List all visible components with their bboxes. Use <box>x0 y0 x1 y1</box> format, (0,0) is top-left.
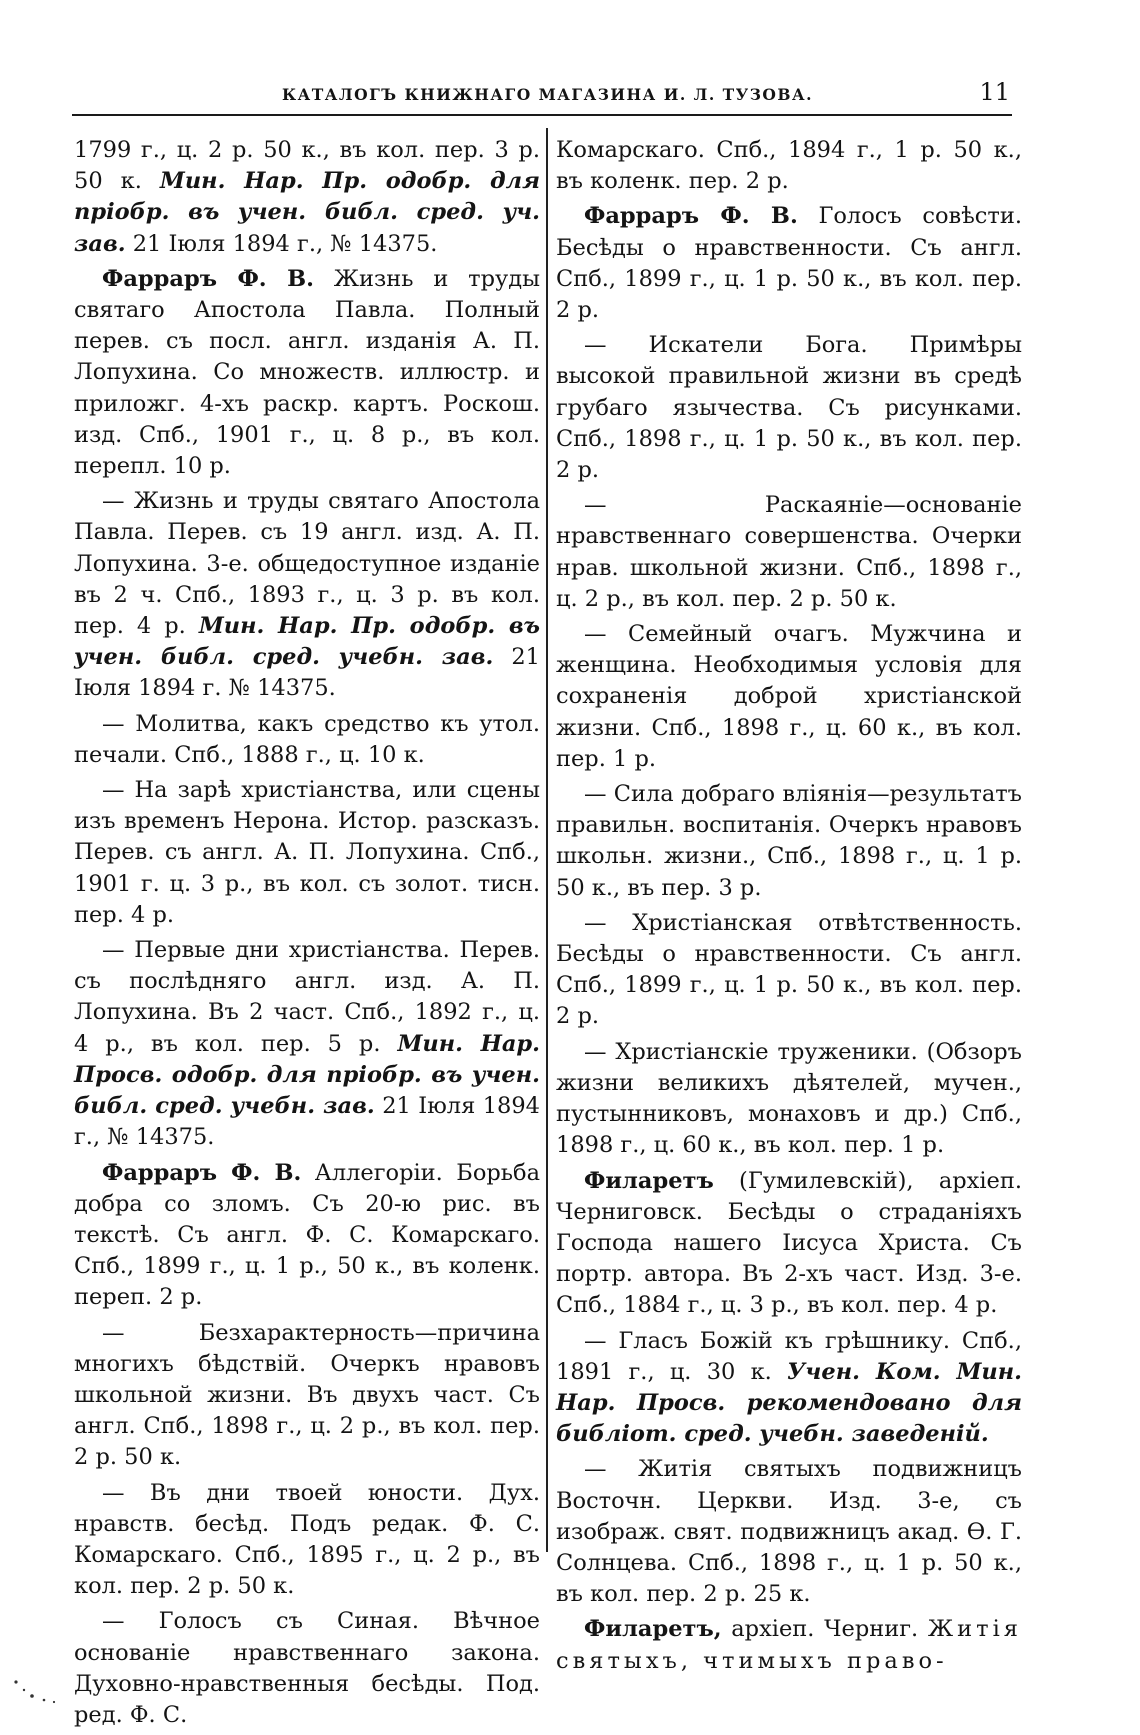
left-column <box>74 135 540 1735</box>
entry-text: Комарскаго. Спб., 1894 г., 1 р. 50 к., въ коленк. пер. 2 р. <box>556 137 1022 195</box>
catalog-entry <box>74 1318 540 1474</box>
catalog-entry <box>556 1166 1022 1322</box>
entry-text: — Искатели Бога. Примѣры высокой правильной жизни въ средѣ грубаго язычества. Съ рисунками. Спб., 1898 г., ц. 1 р. 50 к., въ кол. пер. 2 р. <box>556 332 1022 484</box>
catalog-entry <box>74 1158 540 1314</box>
entry-text: — Первые дни христіанства. Перев. съ послѣдняго англ. изд. А. П. Лопухина. Въ 2 част. Спб., 1892 г., ц. 4 р., въ кол. пер. 5 р. <box>74 937 540 1057</box>
entry-text: — Житія святыхъ подвижницъ Восточн. Церкви. Изд. 3-е, съ изображ. свят. подвижницъ акад. Ѳ. Г. Солнцева. Спб., 1898 г., ц. 1 р. 50 к., въ кол. пер. 2 р. 25 к. <box>556 1456 1022 1608</box>
entry-text: — Раскаяніе—основаніе нравственнаго совершенства. Очерки нрав. школьной жизни. Спб., 1898 г., ц. 2 р., въ кол. пер. 2 р. 50 к. <box>556 492 1022 612</box>
page-number: 11 <box>979 78 1010 106</box>
entry-text: 21 Іюля 1894 г. № 14375. <box>74 644 540 702</box>
catalog-entry <box>74 935 540 1153</box>
entry-text: — Молитва, какъ средство къ утол. печали. Спб., 1888 г., ц. 10 к. <box>74 710 540 768</box>
approval-note: Мин. Нар. Пр. одобр. въ учен. библ. сред. учебн. зав. <box>74 613 540 671</box>
speck <box>23 1689 25 1691</box>
speck <box>14 1680 17 1683</box>
speck <box>43 1699 46 1702</box>
catalog-entry <box>556 908 1022 1033</box>
running-title: КАТАЛОГЪ КНИЖНАГО МАГАЗИНА И. Л. ТУЗОВА. <box>282 85 814 104</box>
entry-text: — Голосъ съ Синая. Вѣчное основаніе нравственнаго закона. Духовно-нравственныя бесѣды. Под. ред. Ф. С. <box>74 1608 540 1728</box>
entry-text: — Христіанскіе труженики. (Обзоръ жизни великихъ дѣятелей, мучен., пустынниковъ, монаховъ и др.) Спб., 1898 г., ц. 60 к., въ кол. пер. 1 р. <box>556 1038 1022 1159</box>
approval-note: Учен. Ком. Мин. Нар. Просв. рекомендовано для библіот. сред. учебн. заведеній. <box>556 1358 1022 1448</box>
catalog-entry <box>556 135 1022 197</box>
catalog-entry <box>556 779 1022 904</box>
catalog-entry <box>556 1037 1022 1162</box>
entry-text: — Христіанская отвѣтственность. Бесѣды о нравственности. Съ англ. Спб., 1899 г., ц. 1 р. 50 к., въ кол. пер. 2 р. <box>556 909 1022 1030</box>
page-header <box>74 76 1010 112</box>
catalog-entry <box>556 201 1022 326</box>
catalog-entry <box>74 486 540 704</box>
entry-text-spaced: Житія святыхъ, чтимыхъ право- <box>556 1616 1022 1674</box>
catalog-entry <box>74 1478 540 1603</box>
speck <box>53 1701 55 1703</box>
entry-text: (Гумилевскій), архіеп. Черниговск. Бесѣды о страданіяхъ Господа нашего Іисуса Христа. Съ портр. автора. Въ 2-хъ част. Изд. 3-е. Спб., 1884 г., ц. 3 р., въ кол. пер. 4 р. <box>556 1167 1022 1319</box>
speck <box>30 1694 34 1698</box>
author-name: Филаретъ, <box>584 1616 722 1643</box>
catalog-entry <box>556 1326 1022 1451</box>
entry-text: Аллегоріи. Борьба добра со зломъ. Съ 20-ю рис. въ текстѣ. Съ англ. Ф. С. Комарскаго. Спб., 1899 г., ц. 1 р., 50 к., въ коленк. переп. 2 р. <box>74 1159 540 1311</box>
catalog-entry <box>74 264 540 482</box>
entry-text: 21 Іюля 1894 г., № 14375. <box>74 1093 540 1151</box>
author-name: Фарраръ Ф. В. <box>102 265 314 292</box>
entry-text: — На зарѣ христіанства, или сцены изъ временъ Нерона. Истор. разсказъ. Перев. съ англ. А. П. Лопухина. Спб., 1901 г. ц. 3 р., въ кол. съ золот. тисн. пер. 4 р. <box>74 777 540 928</box>
author-name: Фарраръ Ф. В. <box>584 203 798 230</box>
catalog-entry <box>556 1454 1022 1610</box>
catalog-entry <box>556 619 1022 775</box>
entry-text: архіеп. Черниг. <box>721 1616 928 1643</box>
approval-note: Мин. Нар. Пр. одобр. для пріобр. въ учен. библ. сред. уч. зав. <box>74 168 540 257</box>
catalog-entry <box>556 1614 1022 1676</box>
author-name: Филаретъ <box>584 1167 714 1194</box>
header-rule <box>72 114 1012 116</box>
print-specks <box>10 1676 64 1706</box>
author-name: Фарраръ Ф. В. <box>102 1159 302 1186</box>
entry-text: — Безхарактерность—причина многихъ бѣдствій. Очеркъ нравовъ школьной жизни. Въ двухъ част. Съ англ. Спб., 1898 г., ц. 2 р., въ кол. пер. 2 р. 50 к. <box>74 1319 540 1471</box>
catalog-entry <box>74 1606 540 1731</box>
catalog-entry <box>74 135 540 260</box>
right-column <box>556 135 1022 1681</box>
catalog-entry <box>556 330 1022 486</box>
catalog-entry <box>556 490 1022 615</box>
catalog-entry <box>74 709 540 771</box>
approval-note: Мин. Нар. Просв. одобр. для пріобр. въ учен. библ. сред. учебн. зав. <box>74 1030 540 1120</box>
entry-text: — Гласъ Божій къ грѣшнику. Спб., 1891 г., ц. 30 к. <box>556 1327 1022 1385</box>
entry-text: 21 Іюля 1894 г., № 14375. <box>125 230 438 257</box>
entry-text: — Жизнь и труды святаго Апостола Павла. Перев. съ 19 англ. изд. А. П. Лопухина. 3-е. общедоступное изданіе въ 2 ч. Спб., 1893 г., ц. 3 р. въ кол. пер. 4 р. <box>74 488 540 640</box>
column-divider <box>546 128 548 1552</box>
entry-text: 1799 г., ц. 2 р. 50 к., въ кол. пер. 3 р. 50 к. <box>74 137 540 195</box>
entry-text: Жизнь и труды святаго Апостола Павла. Полный перев. съ посл. англ. изданія А. П. Лопухина. Со множеств. иллюстр. и приложг. 4-хъ раскр. картъ. Роскош. изд. Спб., 1901 г., ц. 8 р., въ кол. перепл. 10 р. <box>74 265 540 480</box>
entry-text: — Сила добраго вліянія—результатъ правильн. воспитанія. Очеркъ нравовъ школьн. жизни., Спб., 1898 г., ц. 1 р. 50 к., въ пер. 3 р. <box>556 781 1022 901</box>
entry-text: — Въ дни твоей юности. Дух. нравств. бесѣд. Подъ редак. Ф. С. Комарскаго. Спб., 1895 г., ц. 2 р., въ кол. пер. 2 р. 50 к. <box>74 1479 540 1600</box>
entry-text: Голосъ совѣсти. Бесѣды о нравственности. Съ англ. Спб., 1899 г., ц. 1 р. 50 к., въ кол. пер. 2 р. <box>556 203 1022 324</box>
entry-text: — Семейный очагъ. Мужчина и женщина. Необходимыя условія для сохраненія доброй христіанской жизни. Спб., 1898 г., ц. 60 к., въ кол. пер. 1 р. <box>556 621 1022 772</box>
catalog-entry <box>74 775 540 931</box>
